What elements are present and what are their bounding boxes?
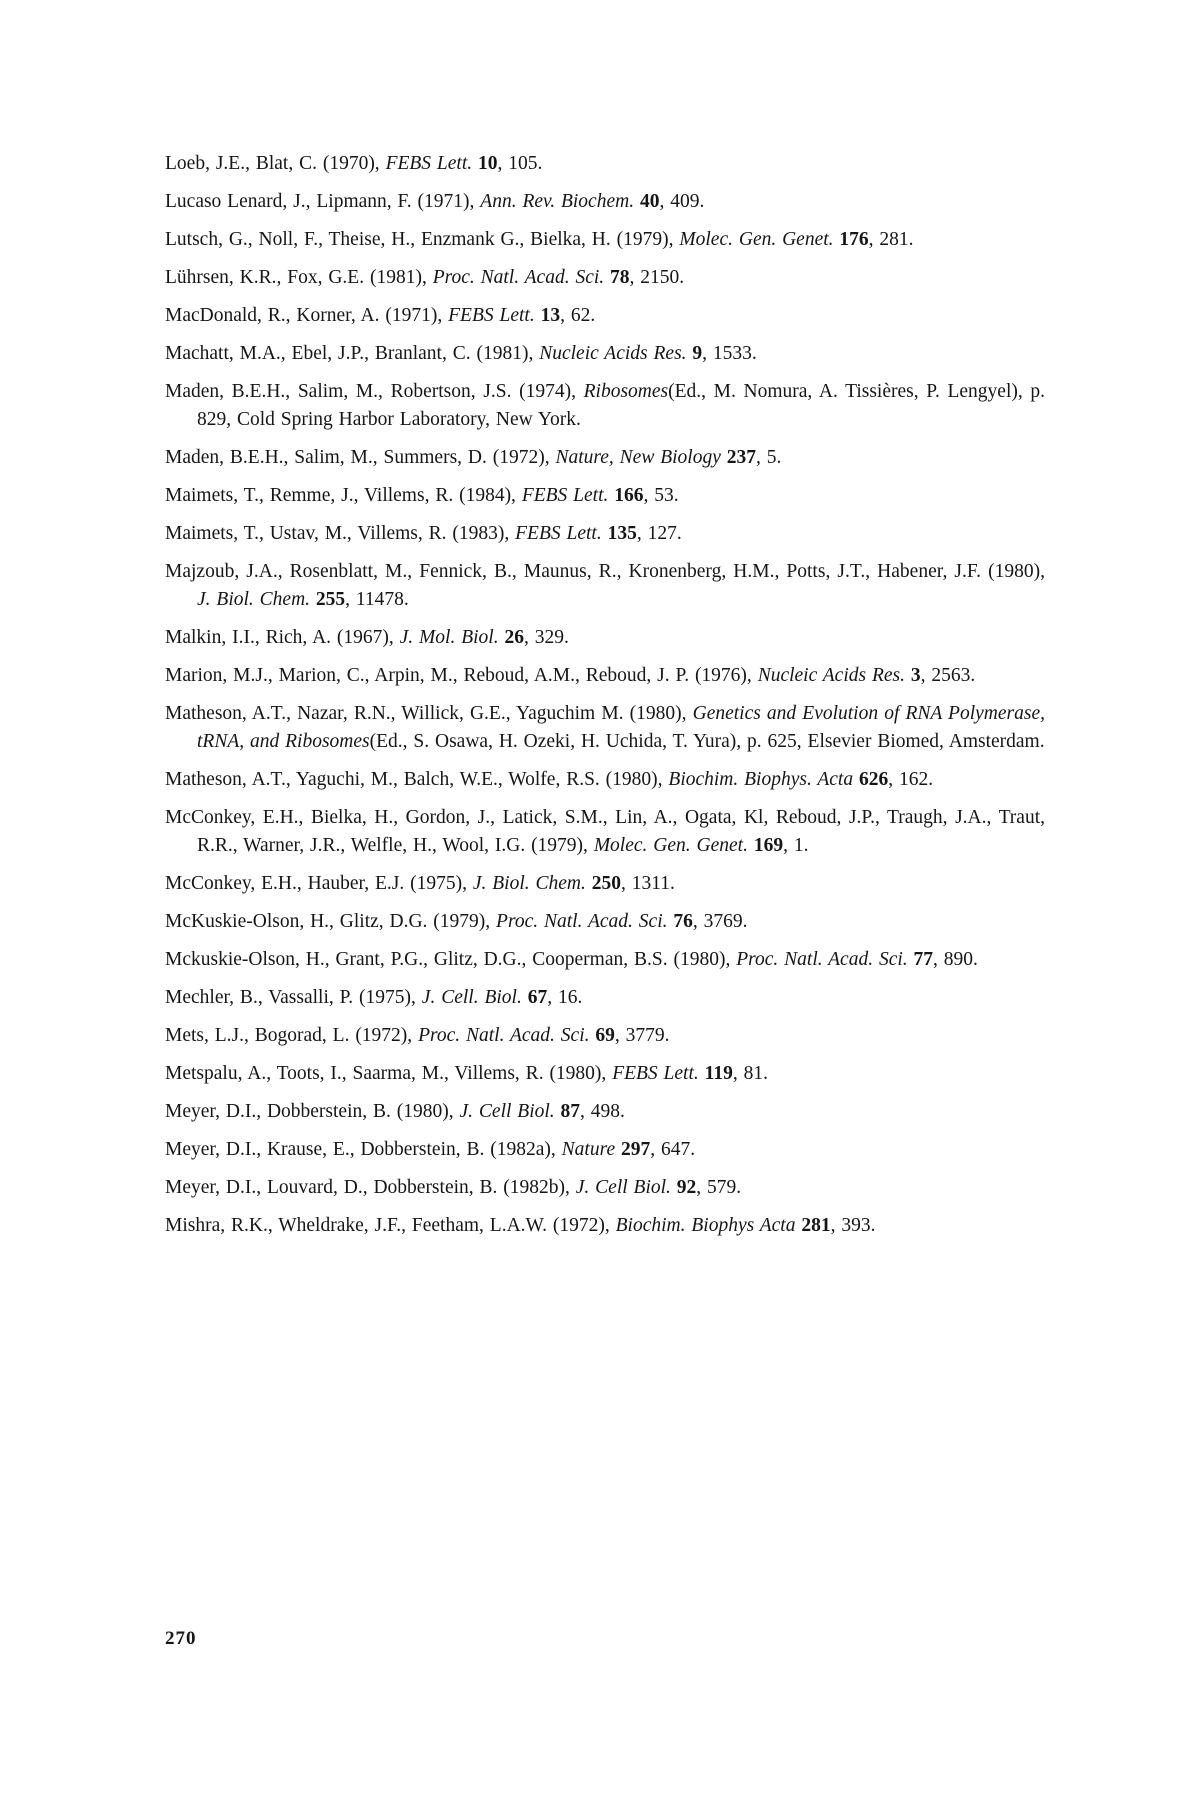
reference-volume: 26 [504,627,524,648]
reference-pages: , 162. [888,769,934,790]
reference-pages: , 62. [560,305,596,326]
reference-pages: (Ed., S. Osawa, H. Ozeki, H. Uchida, T. Yura), p. 625, Elsevier Biomed, Amsterdam. [369,731,1045,752]
reference-authors: Malkin, I.I., Rich, A. (1967), [165,627,400,648]
reference-authors: Metspalu, A., Toots, I., Saarma, M., Villems, R. (1980), [165,1063,613,1084]
reference-journal: FEBS Lett. [612,1063,699,1084]
reference-volume: 67 [527,987,548,1008]
reference-entry [165,804,1045,860]
reference-pages: , 329. [523,627,569,648]
reference-authors: Marion, M.J., Marion, C., Arpin, M., Reboud, A.M., Reboud, J. P. (1976), [165,665,758,686]
reference-authors: Lucaso Lenard, J., Lipmann, F. (1971), [165,191,481,212]
reference-journal: Genetics and Evolution of RNA Polymerase, tRNA, and Ribosomes [197,703,1045,752]
reference-authors: Mishra, R.K., Wheldrake, J.F., Feetham, L.A.W. (1972), [165,1215,616,1236]
reference-entry [165,766,1045,794]
reference-pages: , 579. [696,1177,742,1198]
reference-journal: Proc. Natl. Acad. Sci. [418,1025,590,1046]
reference-authors: MacDonald, R., Korner, A. (1971), [165,305,449,326]
reference-journal: Molec. Gen. Genet. [679,229,834,250]
reference-pages: , 16. [547,987,583,1008]
reference-journal: J. Biol. Chem. [472,873,586,894]
reference-authors: Lührsen, K.R., Fox, G.E. (1981), [165,267,433,288]
reference-authors: Maimets, T., Remme, J., Villems, R. (1984), [165,485,522,506]
reference-pages: , 2150. [629,267,685,288]
reference-entry [165,340,1045,368]
reference-entry [165,1212,1045,1240]
reference-journal: FEBS Lett. [515,523,602,544]
reference-journal: FEBS Lett. [448,305,535,326]
reference-volume: 69 [595,1025,615,1046]
reference-pages: , 5. [756,447,782,468]
reference-entry [165,624,1045,652]
reference-journal: Ann. Rev. Biochem. [480,191,635,212]
reference-list [165,150,1045,1250]
reference-authors: McKuskie-Olson, H., Glitz, D.G. (1979), [165,911,497,932]
reference-authors: Machatt, M.A., Ebel, J.P., Branlant, C. (1981), [165,343,540,364]
reference-authors: Mets, L.J., Bogorad, L. (1972), [165,1025,419,1046]
reference-entry [165,1098,1045,1126]
page-number: 270 [165,1628,197,1649]
reference-volume: 135 [607,523,637,544]
reference-entry [165,520,1045,548]
reference-pages: , 3779. [614,1025,670,1046]
reference-authors: McConkey, E.H., Hauber, E.J. (1975), [165,873,473,894]
reference-entry [165,302,1045,330]
reference-authors: Maden, B.E.H., Salim, M., Summers, D. (1972), [165,447,556,468]
reference-authors: Matheson, A.T., Yaguchi, M., Balch, W.E., Wolfe, R.S. (1980), [165,769,669,790]
reference-entry [165,984,1045,1012]
reference-volume: 297 [621,1139,651,1160]
reference-pages: , 393. [830,1215,876,1236]
reference-volume: 166 [614,485,644,506]
reference-volume: 3 [910,665,921,686]
reference-pages: , 890. [933,949,978,970]
reference-journal: Nature [561,1139,616,1160]
reference-journal: Nucleic Acids Res. [539,343,687,364]
reference-pages: , 127. [636,523,682,544]
reference-volume: 255 [315,589,346,610]
reference-journal: Proc. Natl. Acad. Sci. [432,267,605,288]
reference-pages: , 647. [650,1139,696,1160]
reference-pages: , 1. [783,835,809,856]
reference-volume: 40 [639,191,660,212]
reference-journal: Biochim. Biophys Acta [615,1215,796,1236]
reference-entry [165,908,1045,936]
reference-journal: Ribosomes [583,381,669,402]
reference-journal: J. Cell. Biol. [421,987,522,1008]
reference-pages: , 105. [497,153,543,174]
reference-authors: McConkey, E.H., Bielka, H., Gordon, J., Latick, S.M., Lin, A., Ogata, Kl, Reboud, J.P., Traugh, J.A., Traut, R.R., Warner, J.R., Welfle, H., Wool, I.G. (1979), [165,807,1045,856]
reference-pages: , 1533. [702,343,757,364]
reference-volume: 119 [704,1063,733,1084]
reference-entry [165,1174,1045,1202]
reference-journal: Biochim. Biophys. Acta [668,769,854,790]
reference-volume: 92 [676,1177,697,1198]
reference-volume: 78 [610,267,630,288]
reference-authors: Meyer, D.I., Krause, E., Dobberstein, B. (1982a), [165,1139,562,1160]
reference-authors: Loeb, J.E., Blat, C. (1970), [165,153,386,174]
reference-volume: 13 [540,305,561,326]
reference-authors: Maden, B.E.H., Salim, M., Robertson, J.S. (1974), [165,381,584,402]
reference-journal: J. Biol. Chem. [197,589,311,610]
reference-entry [165,700,1045,756]
reference-entry [165,188,1045,216]
reference-pages: , 281. [868,229,914,250]
reference-volume: 169 [753,835,784,856]
reference-authors: Mckuskie-Olson, H., Grant, P.G., Glitz, D.G., Cooperman, B.S. (1980), [165,949,737,970]
reference-entry [165,482,1045,510]
reference-entry [165,1136,1045,1164]
reference-journal: Nature, New Biology [555,447,721,468]
reference-journal: J. Mol. Biol. [399,627,499,648]
reference-authors: Lutsch, G., Noll, F., Theise, H., Enzmank G., Bielka, H. (1979), [165,229,680,250]
reference-pages: , 409. [659,191,705,212]
reference-volume: 87 [560,1101,581,1122]
reference-authors: Mechler, B., Vassalli, P. (1975), [165,987,422,1008]
reference-journal: Proc. Natl. Acad. Sci. [736,949,908,970]
reference-entry [165,226,1045,254]
reference-authors: Meyer, D.I., Louvard, D., Dobberstein, B. (1982b), [165,1177,576,1198]
reference-authors: Majzoub, J.A., Rosenblatt, M., Fennick, B., Maunus, R., Kronenberg, H.M., Potts, J.T., Habener, J.F. (1980), [165,561,1045,582]
reference-journal: FEBS Lett. [385,153,473,174]
reference-authors: Matheson, A.T., Nazar, R.N., Willick, G.E., Yaguchim M. (1980), [165,703,693,724]
reference-entry [165,378,1045,434]
reference-entry [165,264,1045,292]
reference-journal: FEBS Lett. [521,485,609,506]
reference-journal: J. Cell Biol. [575,1177,671,1198]
reference-journal: Molec. Gen. Genet. [593,835,748,856]
reference-authors: Meyer, D.I., Dobberstein, B. (1980), [165,1101,460,1122]
reference-volume: 77 [913,949,934,970]
reference-pages: , 2563. [920,665,976,686]
reference-pages: , 11478. [345,589,409,610]
reference-pages: , 498. [580,1101,625,1122]
reference-entry [165,870,1045,898]
reference-pages: , 3769. [692,911,748,932]
reference-pages: , 81. [732,1063,768,1084]
reference-authors: Maimets, T., Ustav, M., Villems, R. (1983), [165,523,516,544]
reference-entry [165,558,1045,614]
reference-volume: 10 [478,153,498,174]
reference-volume: 250 [591,873,622,894]
reference-volume: 626 [858,769,889,790]
reference-volume: 76 [673,911,693,932]
reference-journal: Nucleic Acids Res. [757,665,905,686]
reference-pages: (Ed., M. Nomura, A. Tissières, P. Lengyel), p. 829, Cold Spring Harbor Laboratory, New York. [197,381,1046,430]
reference-entry [165,662,1045,690]
reference-volume: 237 [726,447,756,468]
reference-pages: , 1311. [621,873,675,894]
reference-journal: J. Cell Biol. [459,1101,555,1122]
reference-volume: 281 [801,1215,831,1236]
reference-entry [165,444,1045,472]
reference-entry [165,946,1045,974]
reference-pages: , 53. [643,485,679,506]
reference-journal: Proc. Natl. Acad. Sci. [496,911,668,932]
reference-entry [165,1022,1045,1050]
reference-entry [165,150,1045,178]
reference-entry [165,1060,1045,1088]
reference-volume: 9 [692,343,703,364]
reference-volume: 176 [839,229,869,250]
